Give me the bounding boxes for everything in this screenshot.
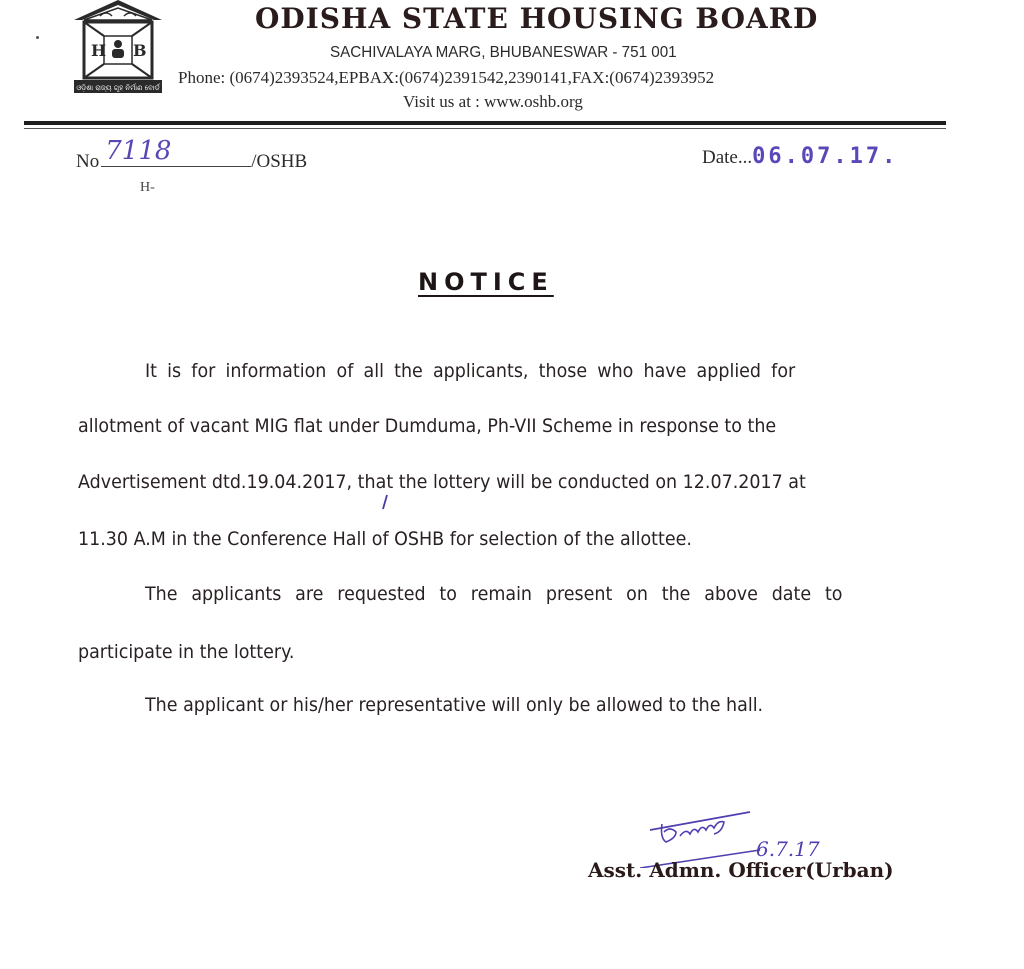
issue-date [702, 144, 898, 169]
logo-caption: ଓଡ଼ିଶା ରାଜ୍ୟ ଗୃହ ନିର୍ମାଣ ବୋର୍ଡ [76, 84, 160, 92]
signatory-designation: Asst. Admn. Officer(Urban) [588, 858, 894, 882]
date-value: 06.07.17. [752, 144, 899, 169]
oshb-house-logo-icon [70, 0, 166, 96]
contact-phone-line: Phone: (0674)2393524,EPBAX:(0674)2391542,2390141,FAX:(0674)2393952 [178, 68, 715, 87]
notice-line: Advertisement dtd.19.04.2017, that the lottery will be conducted on 12.07.2017 at [78, 471, 806, 493]
notice-line: 11.30 A.M in the Conference Hall of OSHB for selection of the allottee. [78, 528, 692, 550]
organization-address: SACHIVALAYA MARG, BHUBANESWAR - 751 001 [330, 44, 677, 61]
svg-text:H: H [91, 41, 107, 60]
letterhead-divider-thick [24, 121, 946, 125]
svg-text:B: B [133, 41, 147, 60]
reference-number [76, 136, 308, 173]
signature-date: 6.7.17 [756, 837, 820, 861]
notice-line: participate in the lottery. [78, 641, 295, 663]
letterhead-divider-thin [24, 128, 946, 129]
notice-line: It is for information of all the applicants, those who have applied for [145, 360, 796, 382]
notice-line: The applicants are requested to remain present on the above date to [145, 583, 843, 605]
date-label: Date [702, 147, 738, 168]
reference-no-field [101, 136, 251, 167]
date-dots: ... [737, 147, 753, 168]
notice-line: The applicant or his/her representative will only be allowed to the hall. [145, 694, 764, 716]
website-line: Visit us at : www.oshb.org [403, 92, 583, 111]
scan-speck [36, 36, 39, 39]
reference-no-value: 7118 [105, 136, 172, 166]
reference-no-label: No [76, 151, 100, 172]
organization-name: ODISHA STATE HOUSING BOARD [255, 2, 819, 35]
notice-title: NOTICE [418, 268, 554, 296]
handwritten-comma-mark-icon [380, 494, 390, 510]
oshb-logo [70, 0, 166, 96]
reference-sub-prefix: H- [140, 180, 155, 195]
notice-line: allotment of vacant MIG flat under Dumduma, Ph-VII Scheme in response to the [78, 415, 777, 437]
reference-suffix: /OSHB [251, 151, 308, 172]
